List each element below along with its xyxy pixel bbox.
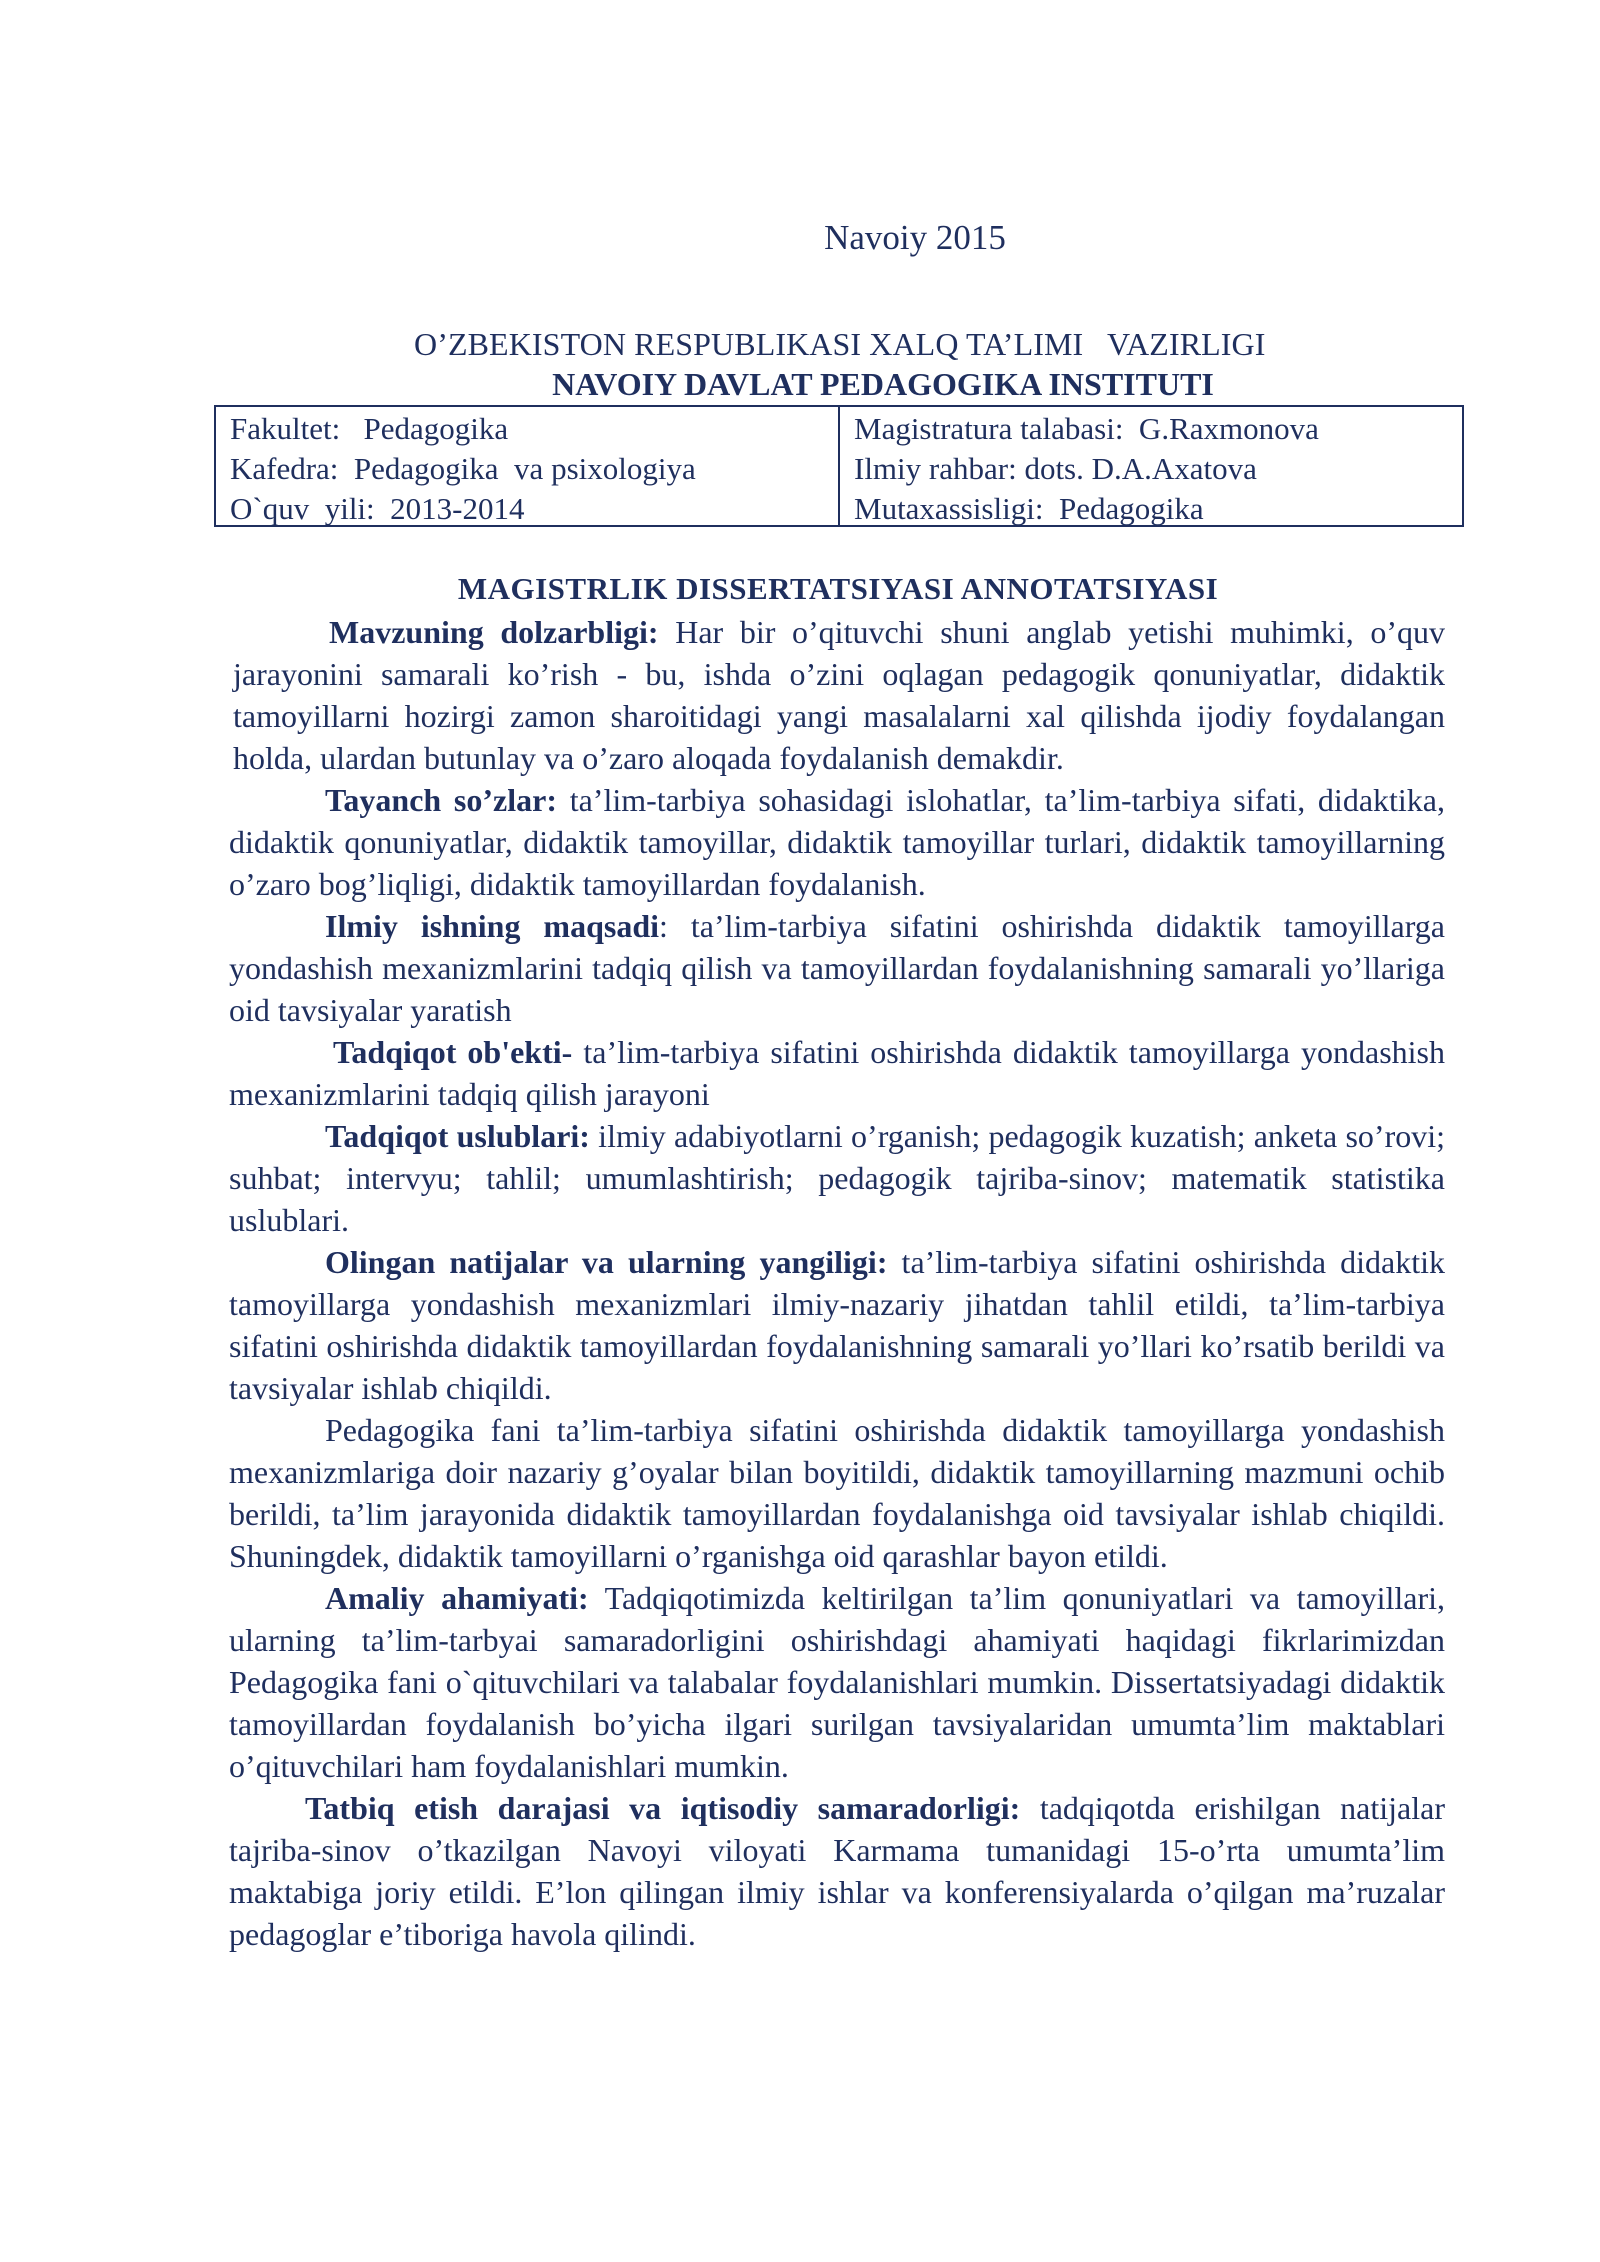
institute-title: NAVOIY DAVLAT PEDAGOGIKA INSTITUTI xyxy=(552,366,1214,402)
academic-year-line: O`quv yili: 2013-2014 xyxy=(230,491,525,526)
heading-methods: Tadqiqot uslublari: xyxy=(325,1118,590,1154)
info-column-right xyxy=(840,407,1462,525)
annotation-body xyxy=(229,611,1445,1955)
text-implementation: tadqiqotda erishilgan natijalar tajriba-sinov o’tkazilgan Navoyi viloyati Karmama tumanidagi 15-o’rta umumta’lim maktabiga joriy etildi. E’lon qilingan ilmiy ishlar va konferensiyalarda o’qilgan ma’ruzalar pedagoglar e’tiboriga havola qilindi. xyxy=(229,1790,1446,1952)
heading-object: Tadqiqot ob'ekti- xyxy=(333,1034,573,1070)
heading-keywords: Tayanch so’zlar: xyxy=(325,782,557,818)
student-line: Magistratura talabasi: G.Raxmonova xyxy=(854,411,1319,446)
faculty-line: Fakultet: Pedagogika xyxy=(230,411,509,446)
heading-implementation: Tatbiq etish darajasi va iqtisodiy samaradorligi: xyxy=(305,1790,1021,1826)
paragraph-keywords xyxy=(229,779,1445,905)
heading-relevance: Mavzuning dolzarbligi: xyxy=(329,614,659,650)
paragraph-object xyxy=(229,1031,1445,1115)
ministry-title: O’ZBEKISTON RESPUBLIKASI XALQ TA’LIMI VAZIRLIGI xyxy=(414,326,1266,362)
info-table xyxy=(214,405,1464,527)
text-methods: ilmiy adabiyotlarni o’rganish; pedagogik kuzatish; anketa so’rovi; suhbat; intervyu; tahlil; umumlashtirish; pedagogik tajriba-sinov; matematik statistika uslublari. xyxy=(229,1118,1446,1238)
paragraph-implementation xyxy=(229,1787,1445,1955)
text-relevance: Har bir o’qituvchi shuni anglab yetishi muhimki, o’quv jarayonini samarali ko’rish - bu, ishda o’zini oqlagan pedagogik qonuniyatlar, didaktik tamoyillarni hozirgi zamon sharoitidagi yangi masalalarni xal qilishda ijodiy foydalangan holda, ulardan butunlay va o’zaro aloqada foydalanish demakdir. xyxy=(233,614,1446,776)
paragraph-practical xyxy=(229,1577,1445,1787)
paragraph-pedagogy xyxy=(229,1409,1445,1577)
text-keywords: ta’lim-tarbiya sohasidagi islohatlar, ta’lim-tarbiya sifati, didaktika, didaktik qonuniyatlar, didaktik tamoyillar, didaktik tamoyillar turlari, didaktik tamoyillarning o’zaro bog’liqligi, didaktik tamoyillardan foydalanish. xyxy=(229,782,1446,902)
heading-practical: Amaliy ahamiyati: xyxy=(325,1580,589,1616)
document-title: MAGISTRLIK DISSERTATSIYASI ANNOTATSIYASI xyxy=(457,571,1219,606)
specialty-line: Mutaxassisligi: Pedagogika xyxy=(854,491,1204,526)
text-object: ta’lim-tarbiya sifatini oshirishda didaktik tamoyillarga yondashish mexanizmlarini tadqiq qilish jarayoni xyxy=(229,1034,1446,1112)
paragraph-results xyxy=(229,1241,1445,1409)
paragraph-methods xyxy=(229,1115,1445,1241)
supervisor-line: Ilmiy rahbar: dots. D.A.Axatova xyxy=(854,451,1257,486)
paragraph-relevance xyxy=(233,611,1445,779)
city-year: Navoiy 2015 xyxy=(824,218,1006,257)
text-results: ta’lim-tarbiya sifatini oshirishda didaktik tamoyillarga yondashish mexanizmlari ilmiy-nazariy jihatdan tahlil etildi, ta’lim-tarbiya sifatini oshirishda didaktik tamoyillardan foydalanishning samarali yo’llari ko’rsatib berildi va tavsiyalar ishlab chiqildi. xyxy=(229,1244,1446,1406)
paragraph-goal xyxy=(229,905,1445,1031)
text-goal: : ta’lim-tarbiya sifatini oshirishda didaktik tamoyillarga yondashish mexanizmlarini tadqiq qilish va tamoyillardan foydalanishning samarali yo’llariga oid tavsiyalar yaratish xyxy=(229,908,1446,1028)
text-pedagogy: Pedagogika fani ta’lim-tarbiya sifatini oshirishda didaktik tamoyillarga yondashish mexanizmlariga doir nazariy g’oyalar bilan boyitildi, didaktik tamoyillarning mazmuni ochib berildi, ta’lim jarayonida didaktik tamoyillardan foydalanishga oid tavsiyalar ishlab chiqildi. Shuningdek, didaktik tamoyillarni o’rganishga oid qarashlar bayon etildi. xyxy=(229,1412,1445,1574)
text-practical: Tadqiqotimizda keltirilgan ta’lim qonuniyatlari va tamoyillari, ularning ta’lim-tarbyai samaradorligini oshirishdagi ahamiyati haqidagi fikrlarimizdan Pedagogika fani o`qituvchilari va talabalar foydalanishlari mumkin. Dissertatsiyadagi didaktik tamoyillardan foydalanish bo’yicha ilgari surilgan tavsiyalaridan umumta’lim maktablari o’qituvchilari ham foydalanishlari mumkin. xyxy=(229,1580,1445,1784)
department-line: Kafedra: Pedagogika va psixologiya xyxy=(230,451,696,486)
info-column-left xyxy=(216,407,840,525)
heading-goal: Ilmiy ishning maqsadi xyxy=(325,908,660,944)
heading-results: Olingan natijalar va ularning yangiligi: xyxy=(325,1244,888,1280)
